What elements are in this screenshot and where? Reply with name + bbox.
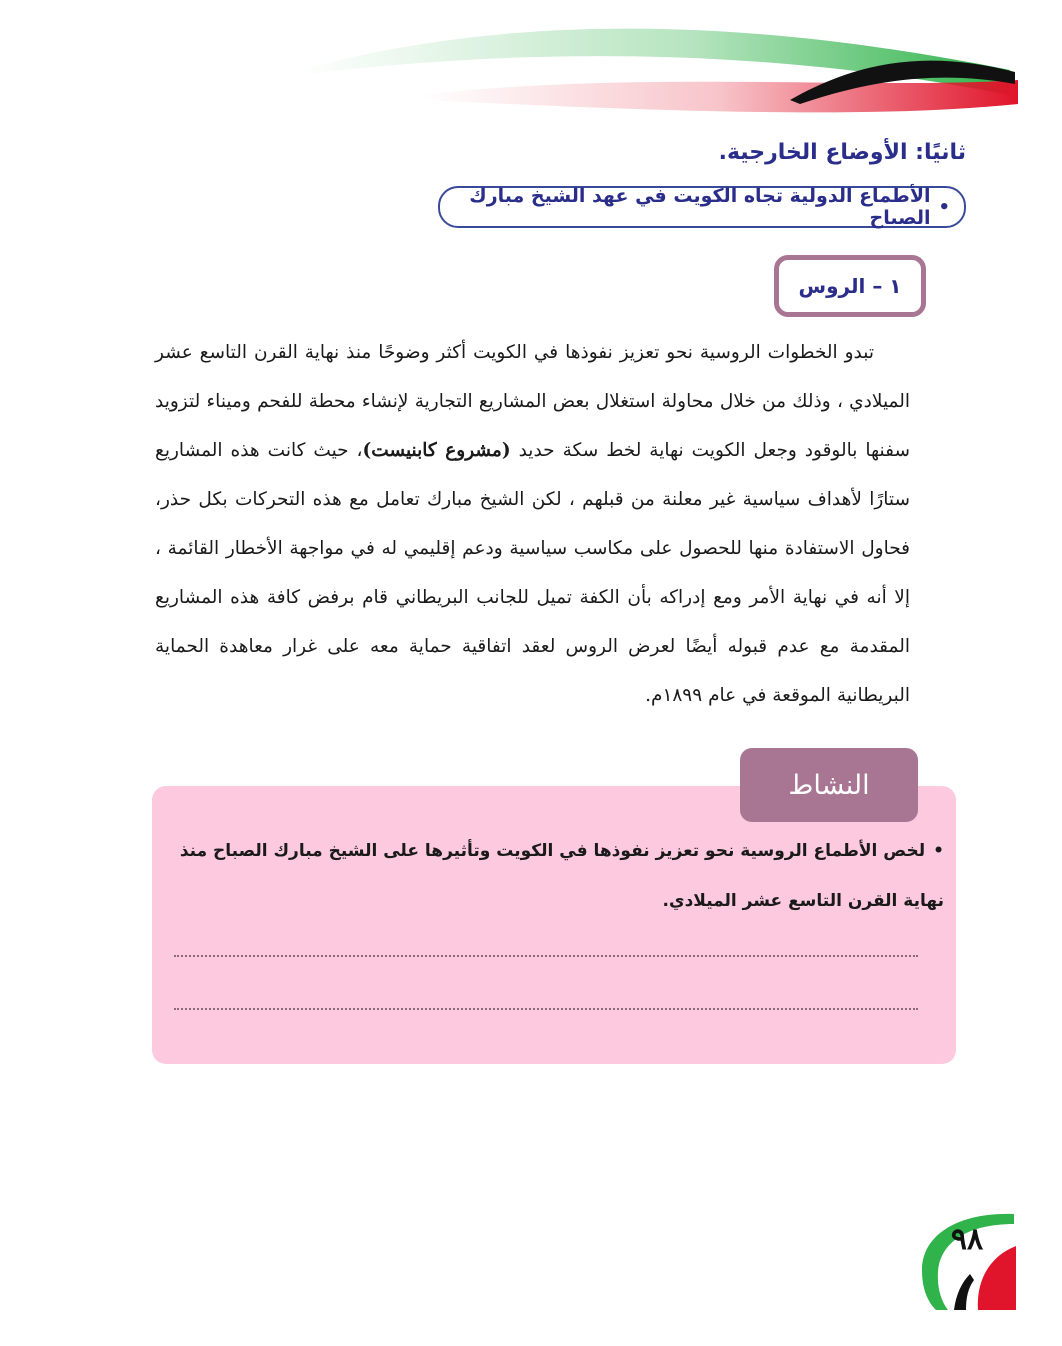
- page-number: ٩٨: [950, 1222, 984, 1257]
- body-text-part2: ، حيث كانت هذه المشاريع ستارًا لأهداف سياسية غير معلنة من قبلهم ، لكن الشيخ مبارك تعامل مع هذه التحركات بكل حذر، فحاول الاستفادة منها للحصول على مكاسب سياسية ودعم إقليمي له في مواجهة الأخطار القائمة ، إلا أنه في نهاية الأمر ومع إدراكه بأن الكفة تميل للجانب البريطاني قام برفض كافة هذه المشاريع المقدمة مع عدم قبوله أيضًا لعرض الروس لعقد اتفاقية حماية معه على غرار معاهدة الحماية البريطانية الموقعة في عام ١٨٩٩م.: [155, 440, 910, 706]
- body-paragraph: [155, 328, 910, 720]
- bullet-icon: •: [938, 196, 950, 218]
- activity-prompt-text: لخص الأطماع الروسية نحو تعزيز نفوذها في الكويت وتأثيرها على الشيخ مبارك الصباح منذ نهاية القرن التاسع عشر الميلادي.: [179, 841, 944, 911]
- bullet-icon: •: [933, 841, 944, 861]
- subtopic-title: ١ – الروس: [798, 274, 902, 298]
- activity-title: النشاط: [788, 769, 870, 801]
- activity-title-tab: [740, 748, 918, 822]
- project-name-highlight: (مشروع كابنيست): [362, 440, 511, 461]
- subtopic-box: [774, 255, 926, 317]
- answer-line[interactable]: [174, 955, 918, 957]
- activity-prompt: [168, 826, 944, 926]
- topic-title-box: [438, 186, 966, 228]
- section-heading: ثانيًا: الأوضاع الخارجية.: [718, 140, 966, 165]
- topic-title: الأطماع الدولية تجاه الكويت في عهد الشيخ مبارك الصباح: [469, 185, 931, 229]
- answer-line[interactable]: [174, 1008, 918, 1010]
- body-text-part1: تبدو الخطوات الروسية نحو تعزيز نفوذها في الكويت أكثر وضوحًا منذ نهاية القرن التاسع عشر الميلادي ، وذلك من خلال محاولة استغلال بعض المشاريع التجارية لإنشاء محطة للفحم وميناء لتزويد سفنها بالوقود وجعل الكويت نهاية لخط سكة حديد: [155, 342, 910, 461]
- flag-ribbon-decoration: [0, 0, 1062, 150]
